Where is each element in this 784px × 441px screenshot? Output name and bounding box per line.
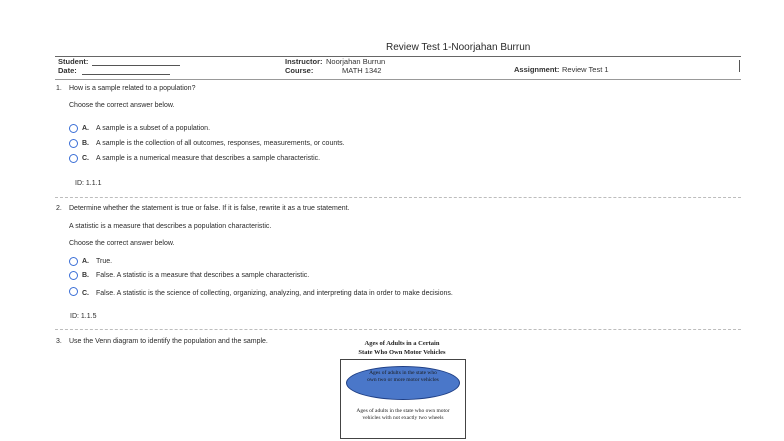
q2-option-a-text: True. <box>96 258 113 265</box>
q3-prompt: Use the Venn diagram to identify the population and the sample. <box>69 338 268 345</box>
venn-outer-text: Ages of adults in the state who own motor vehicles with not exactly two wheels <box>356 408 450 421</box>
header-rule <box>55 56 741 57</box>
q1-option-b-radio[interactable] <box>69 139 78 148</box>
header-bottom-rule <box>55 79 741 80</box>
q1-separator <box>55 197 741 198</box>
instructor-name: Noorjahan Burrun <box>326 57 386 66</box>
assignment-name: Review Test 1 <box>562 65 609 74</box>
q2-separator <box>55 329 741 330</box>
q1-option-a-letter: A. <box>82 125 89 132</box>
q1-option-b-text: A sample is the collection of all outcomes, responses, measurements, or counts. <box>96 140 345 147</box>
page-title: Review Test 1-Noorjahan Burrun <box>386 42 531 53</box>
course-label: Course: <box>285 66 314 75</box>
q1-option-c-radio[interactable] <box>69 154 78 163</box>
venn-inner-text: Ages of adults in the state who own two or more motor vehicles <box>367 370 439 383</box>
q1-option-c-letter: C. <box>82 155 89 162</box>
q2-option-b-text: False. A statistic is a measure that describes a sample characteristic. <box>96 272 310 279</box>
q1-number: 1. <box>56 85 62 92</box>
q1-option-a-text: A sample is a subset of a population. <box>96 125 211 132</box>
course-name: MATH 1342 <box>342 66 382 75</box>
q2-option-b-radio[interactable] <box>69 271 78 280</box>
q1-option-a-radio[interactable] <box>69 124 78 133</box>
q2-statement: A statistic is a measure that describes a population characteristic. <box>69 223 272 230</box>
date-label: Date: <box>58 66 77 75</box>
q2-option-c-radio[interactable] <box>69 287 78 296</box>
q2-prompt: Determine whether the statement is true or false. If it is false, rewrite it as a true statement. <box>69 205 350 212</box>
q1-option-b-letter: B. <box>82 140 89 147</box>
date-field-line[interactable] <box>82 74 170 75</box>
student-label: Student: <box>58 57 89 66</box>
venn-title-line1: Ages of Adults in a Certain <box>364 340 440 347</box>
q2-option-c-text: False. A statistic is the science of collecting, organizing, analyzing, and interpreting data in order to make decisions. <box>96 290 453 297</box>
q1-id: ID: 1.1.1 <box>75 180 102 187</box>
instructor-label: Instructor: <box>285 57 323 66</box>
q2-option-c-letter: C. <box>82 290 89 297</box>
q2-option-a-radio[interactable] <box>69 257 78 266</box>
student-field-line[interactable] <box>92 65 180 66</box>
q1-instruction: Choose the correct answer below. <box>69 102 175 109</box>
venn-diagram <box>340 359 466 439</box>
q2-option-b-letter: B. <box>82 272 89 279</box>
q1-option-c-text: A sample is a numerical measure that describes a sample characteristic. <box>96 155 321 162</box>
q2-id: ID: 1.1.5 <box>70 313 97 320</box>
q3-number: 3. <box>56 338 62 345</box>
header-right-border <box>739 60 740 72</box>
q1-prompt: How is a sample related to a population? <box>69 85 196 92</box>
assignment-label: Assignment: <box>514 65 560 74</box>
q2-number: 2. <box>56 205 62 212</box>
venn-title-line2: State Who Own Motor Vehicles <box>358 349 446 356</box>
q2-instruction: Choose the correct answer below. <box>69 240 175 247</box>
q2-option-a-letter: A. <box>82 258 89 265</box>
